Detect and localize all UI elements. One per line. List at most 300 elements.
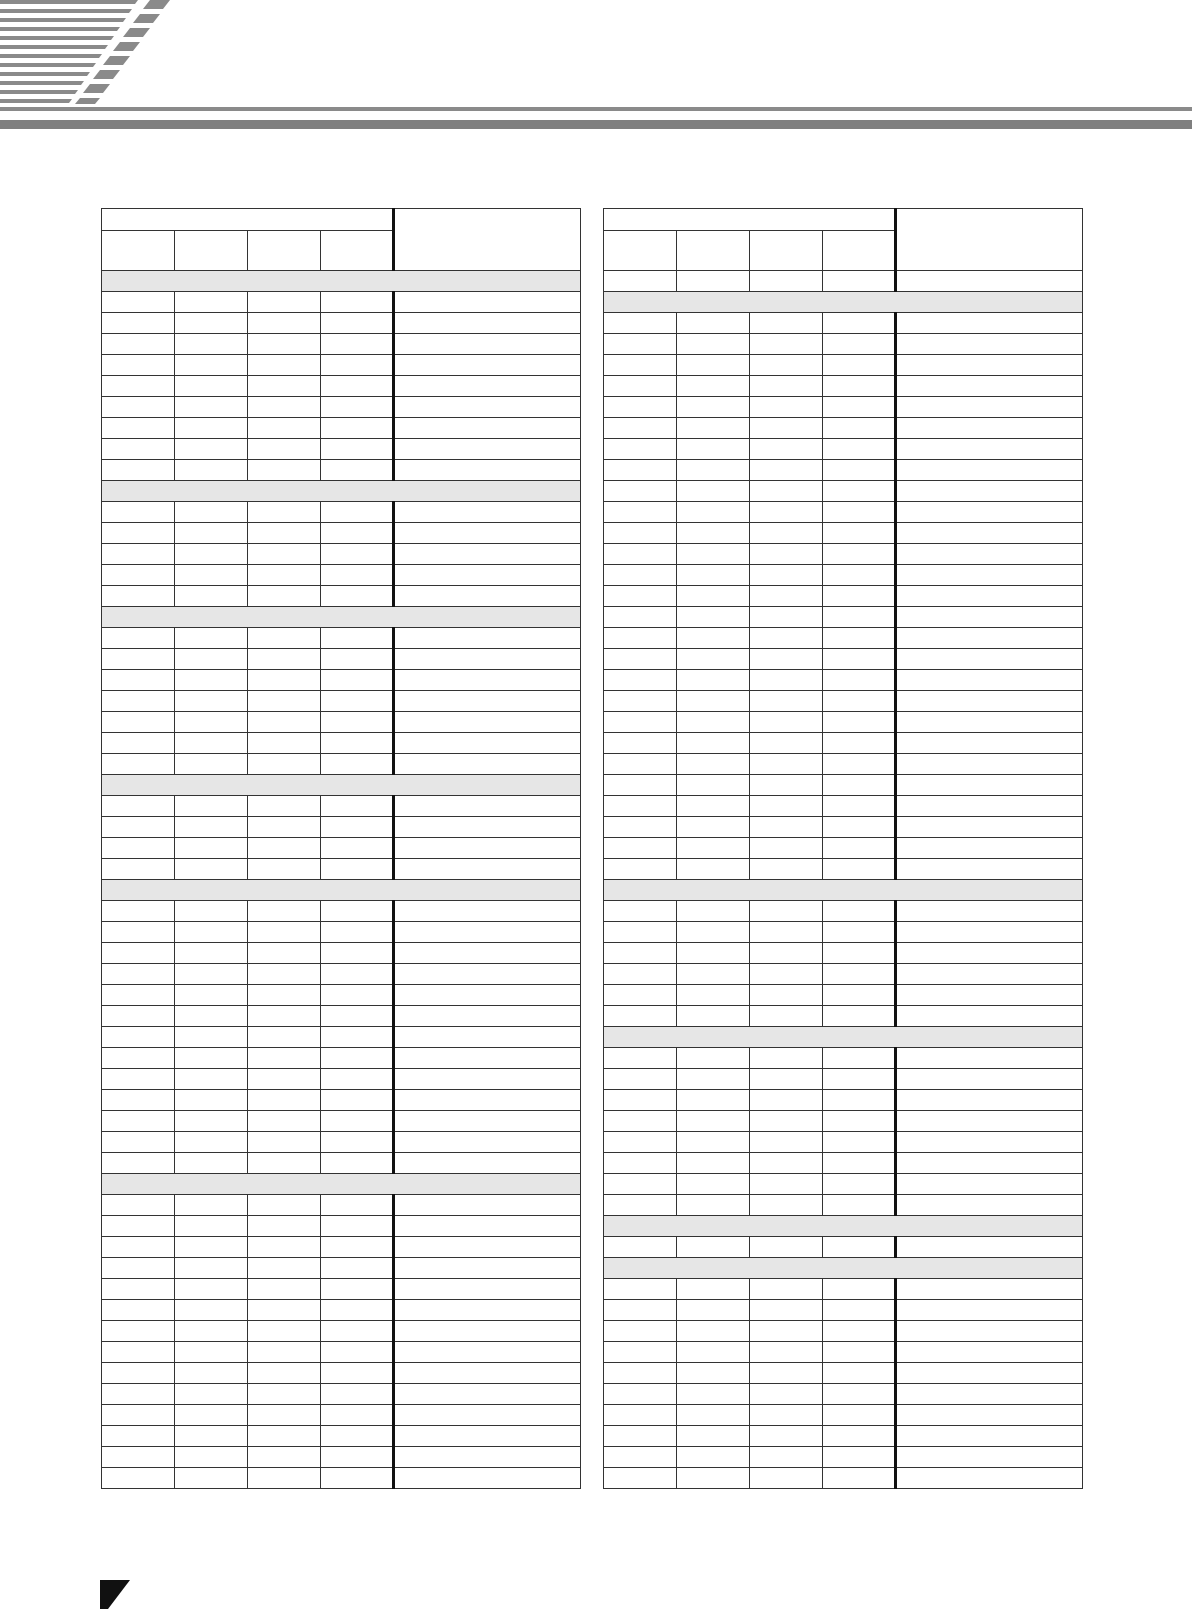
data-cell <box>102 1111 175 1132</box>
data-cell <box>677 397 750 418</box>
table-row <box>604 943 1083 964</box>
description-cell <box>896 1468 1083 1489</box>
data-cell <box>175 586 248 607</box>
data-cell <box>321 1258 394 1279</box>
data-cell <box>823 502 896 523</box>
data-cell <box>248 1216 321 1237</box>
data-cell <box>750 796 823 817</box>
data-cell <box>823 1447 896 1468</box>
table-row <box>604 271 1083 292</box>
description-cell <box>896 1195 1083 1216</box>
table-row <box>604 1447 1083 1468</box>
data-cell <box>321 670 394 691</box>
data-cell <box>823 544 896 565</box>
data-cell <box>321 1216 394 1237</box>
data-cell <box>677 1048 750 1069</box>
section-header-row <box>102 271 581 292</box>
data-cell <box>604 1048 677 1069</box>
table-row <box>102 502 581 523</box>
data-cell <box>321 943 394 964</box>
data-cell <box>750 733 823 754</box>
data-cell <box>175 418 248 439</box>
description-cell <box>896 691 1083 712</box>
data-cell <box>248 1468 321 1489</box>
table-row <box>604 607 1083 628</box>
data-cell <box>248 1258 321 1279</box>
data-cell <box>321 1384 394 1405</box>
data-cell <box>321 397 394 418</box>
section-header-row <box>604 1027 1083 1048</box>
description-cell <box>896 523 1083 544</box>
description-cell <box>394 1321 581 1342</box>
table-row <box>102 964 581 985</box>
data-cell <box>604 985 677 1006</box>
data-cell <box>102 1237 175 1258</box>
table-row <box>102 1069 581 1090</box>
data-cell <box>677 460 750 481</box>
data-cell <box>604 733 677 754</box>
description-cell <box>394 1237 581 1258</box>
data-cell <box>677 1468 750 1489</box>
column-header <box>823 231 896 271</box>
description-cell <box>394 544 581 565</box>
data-cell <box>175 922 248 943</box>
section-header-row <box>102 1174 581 1195</box>
table-row <box>604 670 1083 691</box>
data-cell <box>677 817 750 838</box>
table-row <box>604 964 1083 985</box>
data-cell <box>175 901 248 922</box>
table-row <box>604 712 1083 733</box>
data-cell <box>102 628 175 649</box>
section-title <box>604 292 1083 313</box>
data-cell <box>321 901 394 922</box>
data-cell <box>677 691 750 712</box>
data-cell <box>321 817 394 838</box>
data-cell <box>321 733 394 754</box>
data-cell <box>321 1363 394 1384</box>
description-cell <box>394 502 581 523</box>
data-cell <box>248 565 321 586</box>
data-cell <box>677 607 750 628</box>
description-cell <box>896 712 1083 733</box>
column-header <box>677 231 750 271</box>
data-cell <box>677 985 750 1006</box>
data-cell <box>750 859 823 880</box>
data-cell <box>175 1237 248 1258</box>
data-cell <box>750 397 823 418</box>
data-cell <box>175 1111 248 1132</box>
data-cell <box>604 544 677 565</box>
data-cell <box>321 334 394 355</box>
table-row <box>102 649 581 670</box>
table-row <box>102 943 581 964</box>
description-cell <box>394 1258 581 1279</box>
data-cell <box>321 1132 394 1153</box>
data-cell <box>321 1153 394 1174</box>
data-cell <box>823 271 896 292</box>
data-cell <box>823 1006 896 1027</box>
data-cell <box>823 1069 896 1090</box>
data-cell <box>677 565 750 586</box>
data-cell <box>750 838 823 859</box>
data-cell <box>677 586 750 607</box>
data-cell <box>175 1468 248 1489</box>
table-row <box>604 1384 1083 1405</box>
table-row <box>604 1069 1083 1090</box>
data-cell <box>248 1153 321 1174</box>
right-data-table <box>603 208 1083 1489</box>
data-cell <box>102 334 175 355</box>
data-cell <box>750 1069 823 1090</box>
data-cell <box>248 1426 321 1447</box>
table-row <box>102 418 581 439</box>
table-row <box>604 922 1083 943</box>
description-cell <box>394 376 581 397</box>
table-row <box>102 901 581 922</box>
description-cell <box>394 691 581 712</box>
data-cell <box>750 1006 823 1027</box>
description-cell <box>394 292 581 313</box>
data-cell <box>102 838 175 859</box>
header-rule-thin <box>0 107 1192 111</box>
table-row <box>604 376 1083 397</box>
data-cell <box>248 1069 321 1090</box>
description-cell <box>394 586 581 607</box>
data-cell <box>175 376 248 397</box>
data-cell <box>102 418 175 439</box>
data-cell <box>102 712 175 733</box>
data-cell <box>604 1300 677 1321</box>
data-cell <box>175 1027 248 1048</box>
data-cell <box>321 523 394 544</box>
data-cell <box>321 1048 394 1069</box>
data-cell <box>604 670 677 691</box>
data-cell <box>248 418 321 439</box>
data-cell <box>248 1132 321 1153</box>
table-row <box>604 502 1083 523</box>
table-row <box>102 670 581 691</box>
description-cell <box>394 1027 581 1048</box>
description-cell <box>394 313 581 334</box>
data-cell <box>321 313 394 334</box>
data-cell <box>823 418 896 439</box>
data-cell <box>604 691 677 712</box>
data-cell <box>604 502 677 523</box>
data-cell <box>750 1342 823 1363</box>
data-cell <box>321 712 394 733</box>
data-cell <box>823 1153 896 1174</box>
description-cell <box>394 1342 581 1363</box>
data-cell <box>604 1153 677 1174</box>
data-cell <box>823 1279 896 1300</box>
data-cell <box>823 1405 896 1426</box>
data-cell <box>604 1426 677 1447</box>
table-row <box>102 1237 581 1258</box>
left-data-table <box>101 208 581 1489</box>
data-cell <box>823 775 896 796</box>
table-row <box>604 1468 1083 1489</box>
data-cell <box>750 1279 823 1300</box>
data-cell <box>321 1069 394 1090</box>
description-cell <box>896 985 1083 1006</box>
data-cell <box>102 355 175 376</box>
data-cell <box>823 712 896 733</box>
data-cell <box>750 1111 823 1132</box>
data-cell <box>248 376 321 397</box>
table-row <box>604 460 1083 481</box>
description-cell <box>394 1090 581 1111</box>
section-header-row <box>102 481 581 502</box>
table-row <box>604 691 1083 712</box>
data-cell <box>677 1174 750 1195</box>
table-row <box>102 733 581 754</box>
data-cell <box>823 1426 896 1447</box>
data-cell <box>175 523 248 544</box>
data-cell <box>677 1300 750 1321</box>
data-cell <box>823 859 896 880</box>
section-header-row <box>102 880 581 901</box>
table-row <box>102 1321 581 1342</box>
description-cell <box>896 649 1083 670</box>
column-header <box>102 231 175 271</box>
table-row <box>102 754 581 775</box>
data-cell <box>175 733 248 754</box>
data-cell <box>175 313 248 334</box>
data-cell <box>604 922 677 943</box>
data-cell <box>604 712 677 733</box>
data-cell <box>677 922 750 943</box>
data-cell <box>604 607 677 628</box>
table-row <box>102 1363 581 1384</box>
data-cell <box>604 1279 677 1300</box>
description-cell <box>896 1342 1083 1363</box>
data-cell <box>823 754 896 775</box>
data-cell <box>102 1006 175 1027</box>
data-cell <box>750 313 823 334</box>
description-cell <box>394 1384 581 1405</box>
table-row <box>604 1132 1083 1153</box>
data-cell <box>175 649 248 670</box>
data-cell <box>248 523 321 544</box>
data-cell <box>321 1426 394 1447</box>
description-cell <box>896 1321 1083 1342</box>
data-cell <box>321 1090 394 1111</box>
data-cell <box>175 292 248 313</box>
data-cell <box>102 1363 175 1384</box>
table-row <box>604 775 1083 796</box>
data-cell <box>677 859 750 880</box>
data-cell <box>102 817 175 838</box>
data-cell <box>677 1363 750 1384</box>
data-cell <box>750 1321 823 1342</box>
section-title <box>102 1174 581 1195</box>
description-cell <box>896 943 1083 964</box>
data-cell <box>750 964 823 985</box>
data-cell <box>750 418 823 439</box>
data-cell <box>102 586 175 607</box>
data-cell <box>677 838 750 859</box>
data-cell <box>677 754 750 775</box>
data-cell <box>248 1111 321 1132</box>
data-cell <box>750 523 823 544</box>
data-cell <box>248 1027 321 1048</box>
table-row <box>102 313 581 334</box>
data-cell <box>750 565 823 586</box>
data-cell <box>677 628 750 649</box>
table-row <box>102 1258 581 1279</box>
description-cell <box>394 733 581 754</box>
section-header-row <box>604 1216 1083 1237</box>
description-cell <box>394 943 581 964</box>
data-cell <box>750 712 823 733</box>
description-cell <box>896 502 1083 523</box>
description-cell <box>896 796 1083 817</box>
table-row <box>102 1216 581 1237</box>
table-row <box>102 544 581 565</box>
data-cell <box>604 775 677 796</box>
description-header <box>896 209 1083 271</box>
data-cell <box>604 1006 677 1027</box>
data-cell <box>604 271 677 292</box>
data-cell <box>248 649 321 670</box>
data-cell <box>248 355 321 376</box>
data-cell <box>248 712 321 733</box>
description-cell <box>394 1195 581 1216</box>
data-cell <box>102 796 175 817</box>
data-cell <box>175 1300 248 1321</box>
data-cell <box>677 733 750 754</box>
table-row <box>102 1384 581 1405</box>
data-cell <box>102 313 175 334</box>
description-cell <box>394 1300 581 1321</box>
data-cell <box>321 859 394 880</box>
data-cell <box>248 859 321 880</box>
data-cell <box>750 502 823 523</box>
table-row <box>604 838 1083 859</box>
column-header <box>248 231 321 271</box>
description-cell <box>394 901 581 922</box>
description-cell <box>394 355 581 376</box>
data-cell <box>604 628 677 649</box>
data-cell <box>175 1447 248 1468</box>
description-cell <box>394 1069 581 1090</box>
table-row <box>604 733 1083 754</box>
data-cell <box>750 1048 823 1069</box>
table-row <box>604 418 1083 439</box>
table-row <box>102 691 581 712</box>
data-cell <box>248 334 321 355</box>
data-cell <box>102 544 175 565</box>
data-cell <box>604 1321 677 1342</box>
section-title <box>102 880 581 901</box>
data-cell <box>823 838 896 859</box>
data-cell <box>248 460 321 481</box>
data-cell <box>102 460 175 481</box>
data-cell <box>175 1132 248 1153</box>
table-row <box>604 1237 1083 1258</box>
description-cell <box>394 754 581 775</box>
data-cell <box>750 1363 823 1384</box>
data-cell <box>677 1321 750 1342</box>
data-cell <box>102 1090 175 1111</box>
data-cell <box>102 1195 175 1216</box>
data-cell <box>321 544 394 565</box>
data-cell <box>248 439 321 460</box>
section-header-row <box>102 775 581 796</box>
data-cell <box>750 376 823 397</box>
table-row <box>102 1153 581 1174</box>
data-cell <box>823 670 896 691</box>
data-cell <box>175 817 248 838</box>
data-cell <box>175 565 248 586</box>
data-cell <box>102 985 175 1006</box>
data-cell <box>321 1279 394 1300</box>
description-cell <box>896 1069 1083 1090</box>
data-cell <box>677 271 750 292</box>
data-cell <box>604 1069 677 1090</box>
table-row <box>102 1300 581 1321</box>
table-row <box>604 1363 1083 1384</box>
data-cell <box>677 1195 750 1216</box>
description-cell <box>896 376 1083 397</box>
data-cell <box>604 439 677 460</box>
data-cell <box>677 1426 750 1447</box>
data-cell <box>175 964 248 985</box>
section-title <box>102 775 581 796</box>
data-cell <box>102 1426 175 1447</box>
data-cell <box>102 1132 175 1153</box>
data-cell <box>248 796 321 817</box>
data-cell <box>102 670 175 691</box>
data-cell <box>604 796 677 817</box>
data-cell <box>604 817 677 838</box>
data-cell <box>102 964 175 985</box>
description-cell <box>394 1111 581 1132</box>
data-cell <box>248 502 321 523</box>
description-cell <box>896 628 1083 649</box>
table-row <box>102 796 581 817</box>
description-cell <box>896 1153 1083 1174</box>
data-cell <box>248 313 321 334</box>
data-cell <box>321 1468 394 1489</box>
description-cell <box>896 565 1083 586</box>
description-cell <box>896 1174 1083 1195</box>
description-cell <box>896 1048 1083 1069</box>
data-cell <box>321 292 394 313</box>
data-cell <box>248 1363 321 1384</box>
data-cell <box>677 901 750 922</box>
data-cell <box>102 1027 175 1048</box>
data-cell <box>823 1090 896 1111</box>
data-cell <box>677 670 750 691</box>
section-title <box>604 1027 1083 1048</box>
table-row <box>102 1195 581 1216</box>
data-cell <box>102 649 175 670</box>
data-cell <box>677 1111 750 1132</box>
data-cell <box>604 901 677 922</box>
data-cell <box>102 922 175 943</box>
data-cell <box>750 1384 823 1405</box>
description-cell <box>394 628 581 649</box>
data-cell <box>102 859 175 880</box>
description-cell <box>394 418 581 439</box>
data-cell <box>677 1153 750 1174</box>
table-row <box>604 1153 1083 1174</box>
data-cell <box>677 649 750 670</box>
data-cell <box>321 964 394 985</box>
data-cell <box>677 796 750 817</box>
